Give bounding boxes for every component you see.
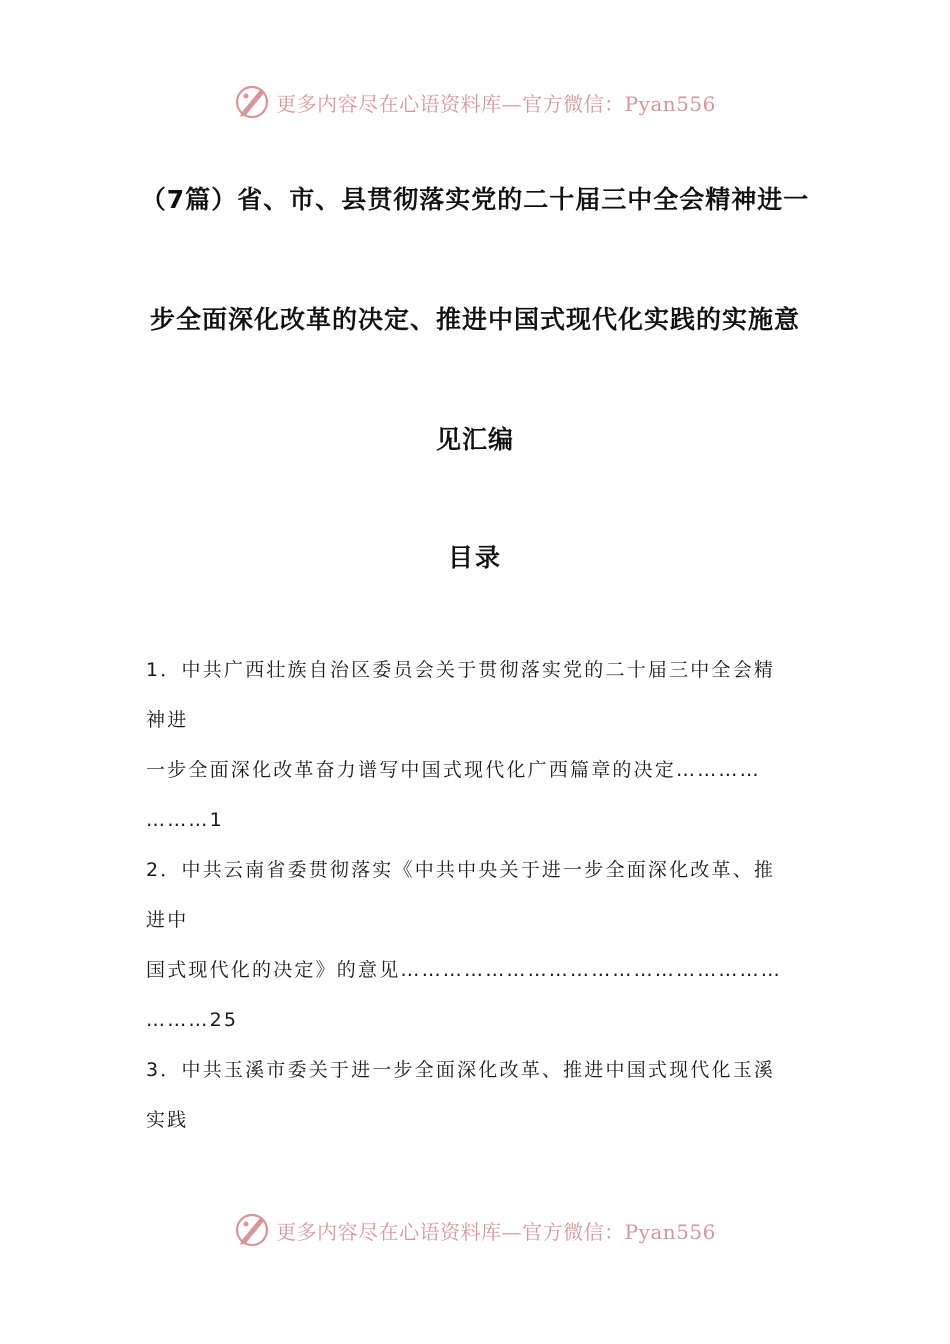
document-title-line-3: 见汇编: [435, 425, 514, 454]
toc-heading: 目录: [447, 543, 502, 572]
toc-line: 1．中共广西壮族自治区委员会关于贯彻落实党的二十届三中全会精: [146, 659, 776, 681]
document-title-line-1: （7篇）省、市、县贯彻落实党的二十届三中全会精神进一: [140, 185, 810, 214]
document-title-line-2: 步全面深化改革的决定、推进中国式现代化实践的实施意: [149, 305, 800, 334]
toc-line: 国式现代化的决定》的意见………………………………………………: [146, 959, 783, 981]
toc-line: 实践: [146, 1109, 189, 1131]
toc-line: 2．中共云南省委贯彻落实《中共中央关于进一步全面深化改革、推: [146, 859, 776, 881]
header-watermark: [0, 84, 950, 120]
toc-line: 进中: [146, 909, 189, 931]
pen-circle-icon: [234, 84, 270, 120]
watermark-text: 更多内容尽在心语资料库—官方微信：Pyan556: [276, 1219, 716, 1244]
pen-circle-icon: [234, 1212, 270, 1248]
toc-line: ………25: [146, 1009, 239, 1031]
toc-line: ………1: [146, 809, 224, 831]
watermark-text: 更多内容尽在心语资料库—官方微信：Pyan556: [276, 91, 716, 116]
footer-watermark: [0, 1212, 950, 1248]
toc-line: 3．中共玉溪市委关于进一步全面深化改革、推进中国式现代化玉溪: [146, 1059, 776, 1081]
toc-line: 神进: [146, 709, 189, 731]
toc-line: 一步全面深化改革奋力谱写中国式现代化广西篇章的决定…………: [146, 759, 761, 781]
table-of-contents: [146, 650, 806, 1150]
